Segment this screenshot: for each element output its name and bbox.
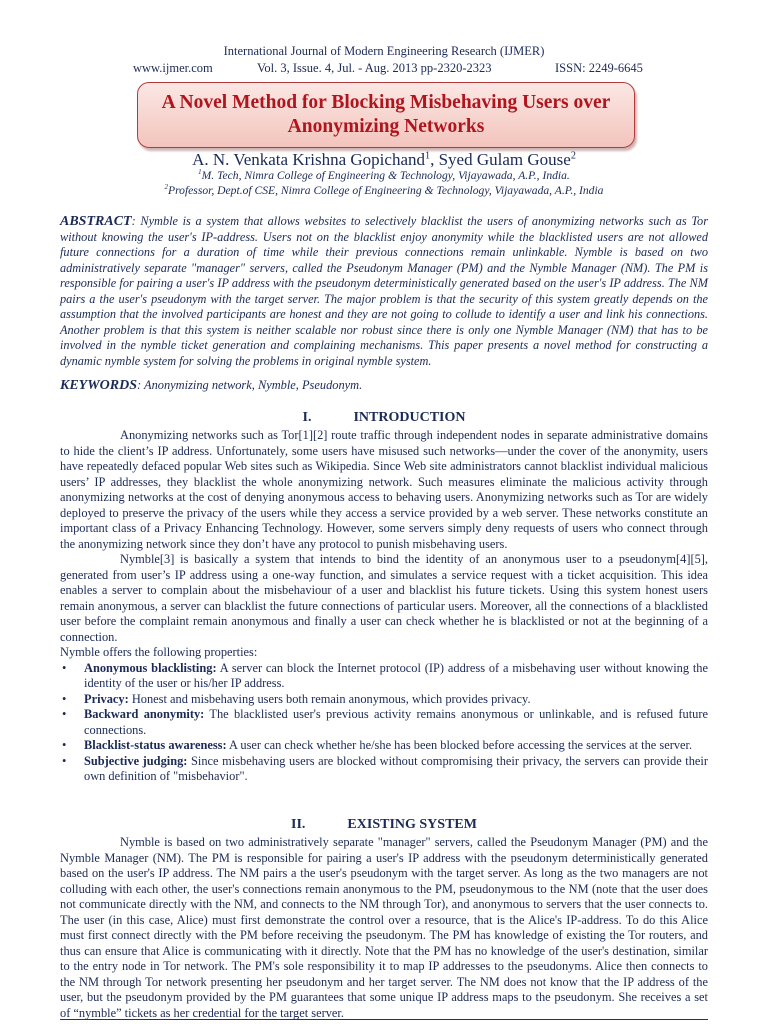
- section-title: INTRODUCTION: [353, 410, 466, 425]
- affiliation-1-mark: 1: [198, 168, 202, 176]
- property-text: A user can check whether he/she has been blocked before accessing the services at the server.: [226, 738, 693, 752]
- section-number: I.: [302, 410, 312, 425]
- paragraph: Nymble[3] is basically a system that intends to bind the identity of an anonymous user to a pseudonym[4][5], generated from user’s IP address using a one-way function, and simulates a service request with a ticket acquisition. This idea enables a server to complain about the misbehaviour of a user and blacklist his future tickets. Using this system honest users remain anonymous, a server can blacklist the future connections of particular users. Moreover, all the connections of a blacklisted user before the complaint remain anonymous and finally a user can check whether he is blacklisted or not at the beginning of a connection.: [60, 552, 708, 644]
- property-text: A server can block the Internet protocol (IP) address of a misbehaving user without knowing the identity of the user or his/her IP address.: [84, 660, 708, 690]
- affiliation-2-mark: 2: [164, 183, 168, 191]
- author-2: Syed Gulam Gouse: [438, 150, 571, 169]
- journal-url[interactable]: www.ijmer.com: [133, 61, 213, 75]
- author-2-mark: 2: [570, 150, 576, 162]
- section-title: EXISTING SYSTEM: [347, 817, 477, 832]
- footer-rule: [60, 1019, 708, 1020]
- journal-volume: Vol. 3, Issue. 4, Jul. - Aug. 2013 pp-2320-2323: [257, 61, 492, 75]
- keywords: [60, 378, 708, 394]
- bullet-icon: •: [62, 691, 67, 706]
- author-1: A. N. Venkata Krishna Gopichand: [192, 150, 425, 169]
- section-heading-introduction: [0, 410, 768, 426]
- list-item: [60, 754, 708, 785]
- keywords-text: : Anonymizing network, Nymble, Pseudonym.: [137, 378, 363, 392]
- property-term: Privacy:: [84, 691, 129, 706]
- introduction-body: [60, 428, 708, 785]
- journal-name: International Journal of Modern Engineering Research (IJMER): [223, 44, 545, 58]
- abstract: [60, 214, 708, 369]
- affiliation-1-text: M. Tech, Nimra College of Engineering & Technology, Vijayawada, A.P., India.: [201, 168, 570, 182]
- affiliation-2: [0, 183, 768, 197]
- paragraph: Anonymizing networks such as Tor[1][2] route traffic through independent nodes in separate administrative domains to hide the client’s IP address. Unfortunately, some users have misused such networks—under the cover of the anonymity, users have repeatedly defaced popular Web sites such as Wikipedia. Since Web site administrators cannot blacklist individual malicious users’ IP addresses, they blacklist the whole anonymizing network. Such measures eliminate the malicious activity through anonymizing networks at the cost of denying anonymous access to behaving users. Anonymizing networks such as Tor are widely deployed to preserve the privacy of the users while they access a service provided by a web server. These networks constitute an important class of a Privacy Enhancing Technology. However, some servers simply deny requests of users who connect through the anonymizing network since they don’t have any protocol to punish misbehaving users.: [60, 428, 708, 551]
- property-term: Blacklist-status awareness:: [84, 738, 227, 752]
- property-text: Honest and misbehaving users both remain anonymous, which provides privacy.: [128, 691, 531, 706]
- property-text: The blacklisted user's previous activity remains anonymous or unlinkable, and is refused future connections.: [84, 707, 709, 737]
- title-box: [137, 82, 635, 148]
- list-item: [60, 661, 708, 692]
- property-term: Backward anonymity:: [84, 707, 205, 721]
- paper-title: A Novel Method for Blocking Misbehaving Users over Anonymizing Networks: [161, 92, 611, 137]
- author-1-mark: 1: [425, 150, 431, 162]
- affiliation-2-text: Professor, Dept.of CSE, Nimra College of Engineering & Technology, Vijayawada, A.P., India: [167, 183, 604, 197]
- keywords-label: KEYWORDS: [60, 378, 138, 393]
- affiliation-1: [0, 168, 768, 182]
- property-term: Anonymous blacklisting:: [84, 660, 217, 675]
- bullet-icon: •: [62, 660, 67, 675]
- journal-issn: ISSN: 2249-6645: [555, 61, 643, 75]
- list-item: [60, 707, 708, 738]
- property-term: Subjective judging:: [84, 753, 188, 768]
- property-text: Since misbehaving users are blocked without compromising their privacy, the servers can provide their own definition of "misbehavior".: [84, 753, 708, 783]
- existing-system-body: [60, 835, 708, 1021]
- section-number: II.: [291, 817, 306, 832]
- abstract-text: : Nymble is a system that allows websites to selectively blacklist the users of anonymizing networks such as Tor without knowing the user's IP-address. Users not on the blacklist enjoy anonymity while the blacklisted users are not allowed future connections for a duration of time while their previous connections remain unlinkable. Nymble is based on two administratively separate "manager" servers, called the Pseudonym Manager (PM) and the Nymble Manager (NM). The PM is responsible for pairing a user's IP address with the pseudonym deterministically generated based on the user's IP address. The NM pairs a the user's pseudonym with the target server. The major problem is that the security of this system greatly depends on the assumption that the involved participants are honest and they are not going to collude to identify a user and link his connections. Another problem is that this system is neither scalable nor robust since there is only one Nymble Manager (NM) that has to be involved in the nymble ticket generation and complaining mechanisms. This paper presents a novel method for constructing a dynamic nymble system for solving the problems in original nymble system.: [60, 214, 708, 368]
- property-list: [60, 661, 708, 785]
- abstract-label: ABSTRACT: [60, 214, 132, 229]
- bullet-icon: •: [62, 707, 67, 721]
- paragraph: Nymble is based on two administratively separate "manager" servers, called the Pseudonym Manager (PM) and the Nymble Manager (NM). The PM is responsible for pairing a user's IP address with the pseudonym deterministically generated based on the user's IP address. The NM pairs a the user's pseudonym with the target server. As long as the two managers are not colluding with each other, the user's connections remain anonymous to the PM, pseudonymous to the NM (note that the user does not communicate directly with the NM, and connects to the NM through Tor), and anonymous to servers that the user connects to. The user (in this case, Alice) must first demonstrate the control over a resource, that is the Alice's IP-address. To do this Alice must first connect directly with the PM before receiving the pseudonym. The PM has knowledge of existing the Tor routers, and thus can ensure that Alice is communicating with it directly. Note that the PM has no knowledge of the user's destination, similar to the entry node in Tor network. The PM's sole responsibility it to map IP addresses to the pseudonyms. Alice then connects to the NM through Tor network presenting her pseudonym and her target server. The NM does not know that the IP address of the user, but the pseudonym provided by the PM guarantees that some unique IP address maps to the pseudonym. She receives a set of “nymble” tickets as her credential for the target server.: [60, 835, 708, 1020]
- list-intro: Nymble offers the following properties:: [60, 645, 258, 659]
- author-line: [0, 150, 768, 170]
- list-item: [60, 738, 708, 754]
- list-item: [60, 692, 708, 708]
- bullet-icon: •: [62, 753, 67, 768]
- journal-meta-row: [133, 61, 648, 77]
- author-separator: ,: [430, 150, 439, 169]
- bullet-icon: •: [62, 738, 67, 752]
- section-heading-existing-system: [0, 817, 768, 833]
